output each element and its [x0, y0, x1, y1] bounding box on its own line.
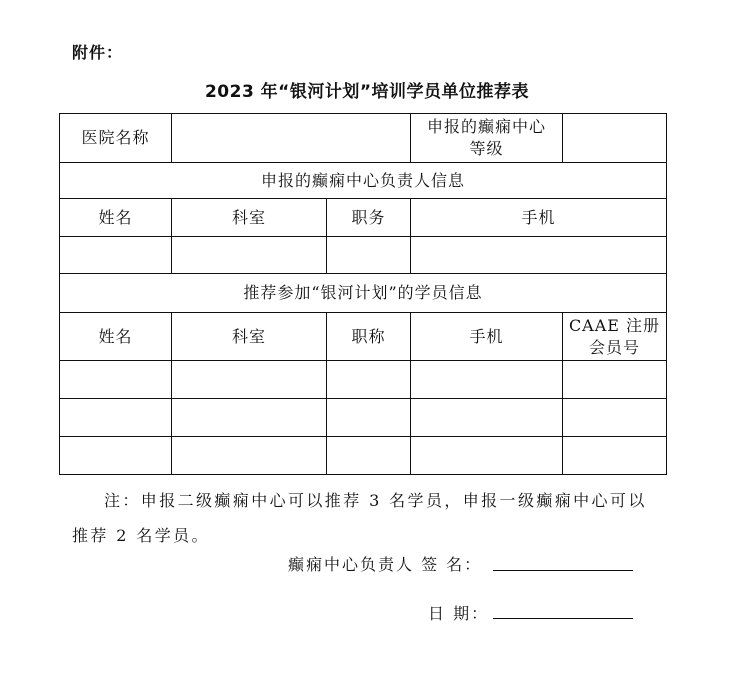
trainee-mobile-field[interactable] — [411, 399, 563, 437]
trainee-caae-id-field[interactable] — [563, 399, 667, 437]
document-title: 2023 年“银河计划”培训学员单位推荐表 — [204, 82, 530, 102]
leader-section-header-row — [60, 163, 667, 199]
leader-mobile-field[interactable] — [411, 237, 667, 274]
trainee-section-header-row — [60, 274, 667, 313]
leader-col-department: 科室 — [172, 199, 327, 237]
leader-name-field[interactable] — [60, 237, 172, 274]
caae-label-line-1: CAAE 注册 — [568, 315, 661, 335]
trainee-title-field[interactable] — [327, 437, 411, 475]
leader-position-field[interactable] — [327, 237, 411, 274]
leader-department-field[interactable] — [172, 237, 327, 274]
trainee-col-mobile: 手机 — [411, 313, 563, 361]
trainee-department-field[interactable] — [172, 361, 327, 399]
hospital-name-field[interactable] — [172, 114, 411, 163]
trainee-mobile-field[interactable] — [411, 437, 563, 475]
hospital-name-label: 医院名称 — [60, 114, 172, 163]
caae-label-line-2: 会员号 — [588, 337, 640, 357]
date-label: 日 期： — [428, 604, 490, 623]
trainee-name-field[interactable] — [60, 399, 172, 437]
trainee-row — [60, 399, 667, 437]
trainee-caae-id-field[interactable] — [563, 361, 667, 399]
trainee-row — [60, 437, 667, 475]
note-line-1: 注：申报二级癫痫中心可以推荐 3 名学员，申报一级癫痫中心可以 — [104, 491, 647, 510]
date-blank-line[interactable] — [493, 618, 633, 619]
leader-col-name: 姓名 — [60, 199, 172, 237]
center-level-label-line-1: 申报的癫痫中心 — [426, 117, 546, 136]
trainee-section-header: 推荐参加“银河计划”的学员信息 — [60, 274, 667, 313]
trainee-title-field[interactable] — [327, 399, 411, 437]
signature-blank-line[interactable] — [493, 570, 633, 571]
trainee-department-field[interactable] — [172, 437, 327, 475]
trainee-name-field[interactable] — [60, 361, 172, 399]
center-level-field[interactable] — [563, 114, 667, 163]
leader-columns-row — [60, 199, 667, 237]
trainee-name-field[interactable] — [60, 437, 172, 475]
center-level-label — [411, 114, 563, 163]
trainee-col-title: 职称 — [327, 313, 411, 361]
leader-col-position: 职务 — [327, 199, 411, 237]
trainee-col-department: 科室 — [172, 313, 327, 361]
signature-label: 癫痫中心负责人 签 名： — [288, 555, 483, 574]
trainee-col-caae-member-id — [563, 313, 667, 361]
trainee-row — [60, 361, 667, 399]
attachment-label: 附件： — [72, 43, 124, 62]
trainee-department-field[interactable] — [172, 399, 327, 437]
leader-data-row — [60, 237, 667, 274]
leader-col-mobile: 手机 — [411, 199, 667, 237]
trainee-columns-row — [60, 313, 667, 361]
trainee-title-field[interactable] — [327, 361, 411, 399]
center-level-label-line-2: 等级 — [469, 139, 504, 158]
note-line-2: 推荐 2 名学员。 — [72, 526, 210, 545]
trainee-caae-id-field[interactable] — [563, 437, 667, 475]
trainee-mobile-field[interactable] — [411, 361, 563, 399]
trainee-col-name: 姓名 — [60, 313, 172, 361]
hospital-row — [60, 114, 667, 163]
recommendation-table — [59, 113, 667, 475]
leader-section-header: 申报的癫痫中心负责人信息 — [60, 163, 667, 199]
